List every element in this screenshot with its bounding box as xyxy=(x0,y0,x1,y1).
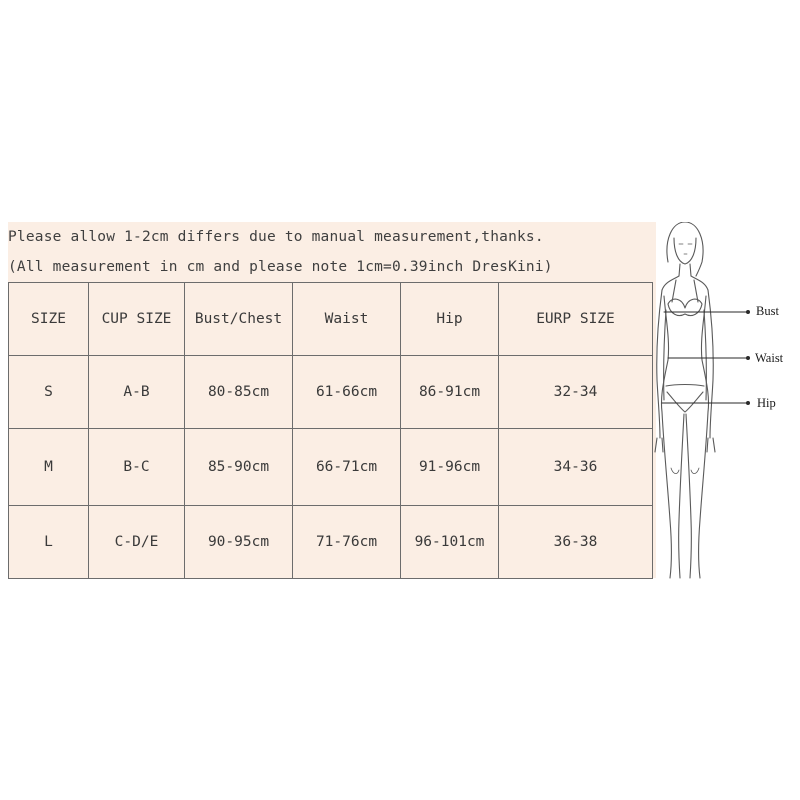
cell-size: M xyxy=(9,429,89,506)
unit-note: (All measurement in cm and please note 1cm=0.39inch DresKini) xyxy=(8,259,553,275)
body-measurement-figure xyxy=(650,222,798,582)
cell-cup-size: A-B xyxy=(89,356,185,429)
hip-marker-dot xyxy=(746,401,750,405)
measurement-note: Please allow 1-2cm differs due to manual measurement,thanks. xyxy=(8,229,544,245)
waist-label: Waist xyxy=(755,351,784,365)
figure-hair xyxy=(667,222,703,276)
bust-label: Bust xyxy=(756,304,779,318)
table-row xyxy=(9,356,653,429)
cell-waist: 61-66cm xyxy=(293,356,401,429)
size-table xyxy=(8,282,653,579)
cell-eurp-size: 36-38 xyxy=(499,506,653,579)
table-row xyxy=(9,506,653,579)
cell-hip: 91-96cm xyxy=(401,429,499,506)
figure-torso-left xyxy=(661,296,668,412)
cell-cup-size: C-D/E xyxy=(89,506,185,579)
figure-neck xyxy=(679,264,691,276)
figure-head xyxy=(674,238,696,264)
figure-briefs xyxy=(666,385,704,413)
cell-eurp-size: 32-34 xyxy=(499,356,653,429)
cell-hip: 86-91cm xyxy=(401,356,499,429)
header-size: SIZE xyxy=(9,283,89,356)
figure-shoulders xyxy=(662,276,708,290)
cell-waist: 66-71cm xyxy=(293,429,401,506)
header-waist: Waist xyxy=(293,283,401,356)
table-header-row xyxy=(9,283,653,356)
hip-label: Hip xyxy=(757,396,776,410)
figure-torso-right xyxy=(701,296,708,412)
header-cup-size: CUP SIZE xyxy=(89,283,185,356)
cell-hip: 96-101cm xyxy=(401,506,499,579)
cell-eurp-size: 34-36 xyxy=(499,429,653,506)
table-row xyxy=(9,429,653,506)
cell-waist: 71-76cm xyxy=(293,506,401,579)
cell-bust: 80-85cm xyxy=(185,356,293,429)
figure-right-leg xyxy=(686,412,708,578)
bust-marker-dot xyxy=(746,310,750,314)
waist-marker-dot xyxy=(746,356,750,360)
cell-size: S xyxy=(9,356,89,429)
header-eurp-size: EURP SIZE xyxy=(499,283,653,356)
header-bust-chest: Bust/Chest xyxy=(185,283,293,356)
cell-cup-size: B-C xyxy=(89,429,185,506)
cell-bust: 90-95cm xyxy=(185,506,293,579)
cell-bust: 85-90cm xyxy=(185,429,293,506)
figure-bra xyxy=(668,299,702,315)
cell-size: L xyxy=(9,506,89,579)
header-hip: Hip xyxy=(401,283,499,356)
figure-left-leg xyxy=(662,412,684,578)
